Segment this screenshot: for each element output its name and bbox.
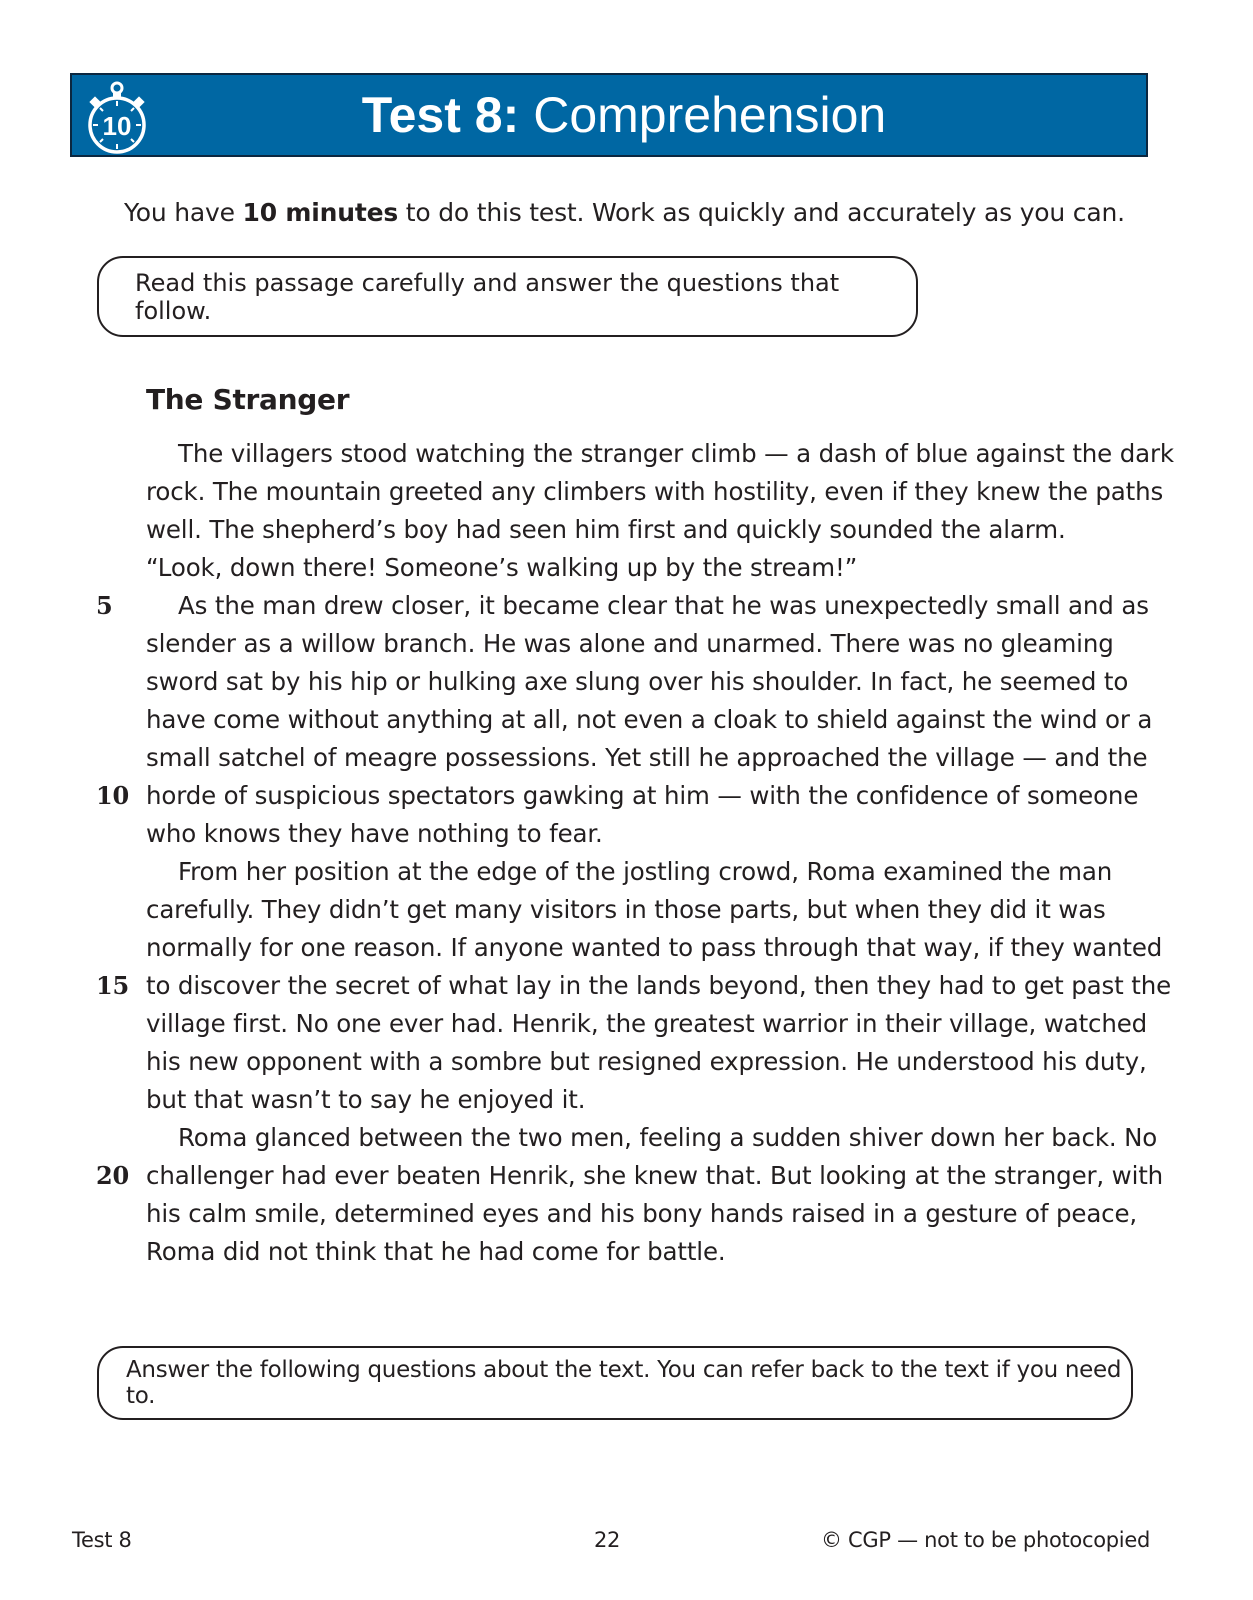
page-title [72, 75, 1146, 155]
line-number: 15 [96, 971, 130, 1000]
time-instruction: You have 10 minutes to do this test. Work as quickly and accurately as you can. [124, 198, 1125, 227]
questions-instruction-text: Answer the following questions about the text. You can refer back to the text if you need to. [126, 1357, 1122, 1409]
line-text: have come without anything at all, not even a cloak to shield against the wind or a [146, 705, 1153, 734]
passage-line [0, 815, 1253, 853]
test-header-banner [70, 73, 1148, 157]
svg-text:10: 10 [102, 111, 132, 141]
line-text: Roma glanced between the two men, feeling a sudden shiver down her back. No [178, 1123, 1158, 1152]
page-number: 22 [594, 1528, 621, 1552]
passage-line [0, 1195, 1253, 1233]
line-text: horde of suspicious spectators gawking at him — with the confidence of someone [146, 781, 1139, 810]
passage-line [0, 853, 1253, 891]
line-number: 10 [96, 781, 130, 810]
time-limit: 10 minutes [242, 198, 399, 227]
passage-line [0, 777, 1253, 815]
line-text: challenger had ever beaten Henrik, she knew that. But looking at the stranger, with [146, 1161, 1164, 1190]
passage-line [0, 435, 1253, 473]
footer-test-label: Test 8 [72, 1528, 132, 1552]
passage-title: The Stranger [146, 383, 350, 416]
line-text: From her position at the edge of the jostling crowd, Roma examined the man [178, 857, 1113, 886]
passage-line [0, 663, 1253, 701]
reading-instruction-text: Read this passage carefully and answer the questions that follow. [135, 268, 840, 325]
passage-line [0, 1233, 1253, 1271]
reading-instruction-box [97, 256, 918, 337]
copyright-notice: © CGP — not to be photocopied [820, 1528, 1150, 1552]
passage-line [0, 739, 1253, 777]
line-text: slender as a willow branch. He was alone and unarmed. There was no gleaming [146, 629, 1114, 658]
line-text: The villagers stood watching the stranger climb — a dash of blue against the dark [178, 439, 1174, 468]
line-number: 20 [96, 1161, 130, 1190]
line-text: small satchel of meagre possessions. Yet still he approached the village — and the [146, 743, 1148, 772]
passage-line [0, 473, 1253, 511]
passage-line [0, 1043, 1253, 1081]
line-text: his new opponent with a sombre but resigned expression. He understood his duty, [146, 1047, 1147, 1076]
passage-line [0, 1005, 1253, 1043]
line-text: Roma did not think that he had come for battle. [146, 1237, 726, 1266]
passage-line [0, 929, 1253, 967]
line-text: his calm smile, determined eyes and his bony hands raised in a gesture of peace, [146, 1199, 1138, 1228]
line-text: well. The shepherd’s boy had seen him first and quickly sounded the alarm. [146, 515, 1066, 544]
line-text: but that wasn’t to say he enjoyed it. [146, 1085, 586, 1114]
passage-line [0, 701, 1253, 739]
line-text: to discover the secret of what lay in the lands beyond, then they had to get past the [146, 971, 1172, 1000]
passage-line [0, 1081, 1253, 1119]
passage-line [0, 891, 1253, 929]
passage-body [0, 435, 1253, 1271]
line-text: “Look, down there! Someone’s walking up by the stream!” [146, 553, 858, 582]
line-text: village first. No one ever had. Henrik, the greatest warrior in their village, watched [146, 1009, 1148, 1038]
line-text: As the man drew closer, it became clear that he was unexpectedly small and as [178, 591, 1149, 620]
line-text: carefully. They didn’t get many visitors in those parts, but when they did it was [146, 895, 1106, 924]
passage-line [0, 1157, 1253, 1195]
title-test-number: Test 8: [361, 87, 520, 143]
passage-line [0, 625, 1253, 663]
passage-line [0, 511, 1253, 549]
line-text: who knows they have nothing to fear. [146, 819, 603, 848]
line-number: 5 [96, 591, 113, 620]
passage-line [0, 1119, 1253, 1157]
questions-instruction-box [97, 1346, 1133, 1420]
passage-line [0, 587, 1253, 625]
line-text: sword sat by his hip or hulking axe slung over his shoulder. In fact, he seemed to [146, 667, 1129, 696]
title-subject: Comprehension [533, 87, 887, 143]
passage-line [0, 967, 1253, 1005]
line-text: rock. The mountain greeted any climbers with hostility, even if they knew the paths [146, 477, 1164, 506]
line-text: normally for one reason. If anyone wanted to pass through that way, if they wanted [146, 933, 1163, 962]
passage-line [0, 549, 1253, 587]
